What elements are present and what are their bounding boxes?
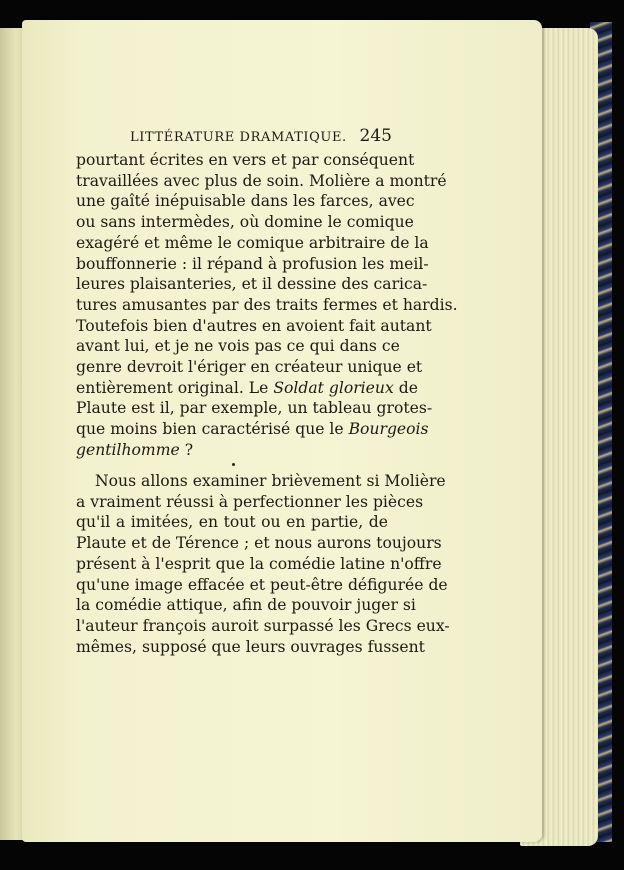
text-line <box>76 171 447 191</box>
text-segment: la comédie attique, afin de pouvoir juger si <box>76 596 416 615</box>
text-line <box>76 233 429 253</box>
text-segment: Plaute est il, par exemple, un tableau grotes- <box>76 399 433 418</box>
page-number: 245 <box>359 126 392 146</box>
text-segment: mêmes, supposé que leurs ouvrages fussent <box>76 637 425 656</box>
text-line <box>76 378 418 398</box>
text-line <box>76 595 416 615</box>
text-segment: leures plaisanteries, et il dessine des carica- <box>76 275 428 294</box>
text-segment: une gaîté inépuisable dans les farces, avec <box>76 192 415 211</box>
text-segment: qu'il a imitées, en tout ou en partie, de <box>76 513 388 532</box>
text-segment: entièrement original. Le <box>76 378 274 397</box>
text-line <box>76 533 442 553</box>
text-line <box>76 150 415 170</box>
text-line <box>76 637 425 657</box>
text-line <box>76 398 433 418</box>
italic-title-text: Bourgeois <box>348 420 429 439</box>
running-title: LITTÉRATURE DRAMATIQUE. <box>130 130 347 145</box>
text-segment: genre devroit l'ériger en créateur unique et <box>76 358 423 376</box>
italic-title-text: gentilhomme <box>76 440 180 459</box>
text-segment: tures amusantes par des traits fermes et hardis. <box>76 295 458 314</box>
ink-speck <box>232 463 235 466</box>
text-segment: Nous allons examiner brièvement si Molière <box>95 472 446 490</box>
text-line <box>76 575 448 595</box>
text-segment: travaillées avec plus de soin. Molière a montré <box>76 171 447 190</box>
text-line <box>76 357 423 377</box>
text-segment: qu'une image effacée et peut-être défigurée de <box>76 575 448 594</box>
text-line <box>76 274 428 294</box>
text-line <box>95 471 446 491</box>
text-segment: bouffonnerie : il répand à profusion les meil- <box>76 254 429 273</box>
text-segment: avant lui, et je ne vois pas ce qui dans ce <box>76 337 400 356</box>
text-segment: ou sans intermèdes, où domine le comique <box>76 213 414 232</box>
text-line <box>76 440 388 460</box>
text-line <box>76 336 400 356</box>
text-line <box>76 191 415 211</box>
running-header <box>130 128 392 148</box>
text-segment: présent à l'esprit que la comédie latine n'offre <box>76 554 442 573</box>
text-line <box>76 316 432 336</box>
text-line <box>76 419 429 439</box>
text-line <box>76 295 458 315</box>
text-segment: l'auteur françois auroit surpassé les Grecs eux- <box>76 616 450 635</box>
text-line <box>76 254 429 274</box>
italic-title-text: Soldat glorieux <box>273 378 394 397</box>
text-segment: a vraiment réussi à perfectionner les pièces <box>76 492 424 511</box>
text-line <box>76 212 414 232</box>
text-segment: Plaute et de Térence ; et nous aurons toujours <box>76 534 442 553</box>
text-line <box>76 554 442 574</box>
text-segment: pourtant écrites en vers et par conséquent <box>76 151 415 169</box>
text-line <box>76 616 450 636</box>
text-segment: ? <box>179 440 194 459</box>
text-segment: que moins bien caractérisé que le <box>76 420 349 439</box>
text-segment: exagéré et même le comique arbitraire de la <box>76 233 429 252</box>
text-line <box>76 492 424 512</box>
text-line <box>76 512 388 532</box>
text-segment: de <box>393 378 418 397</box>
text-segment: Toutefois bien d'autres en avoient fait autant <box>76 316 432 335</box>
